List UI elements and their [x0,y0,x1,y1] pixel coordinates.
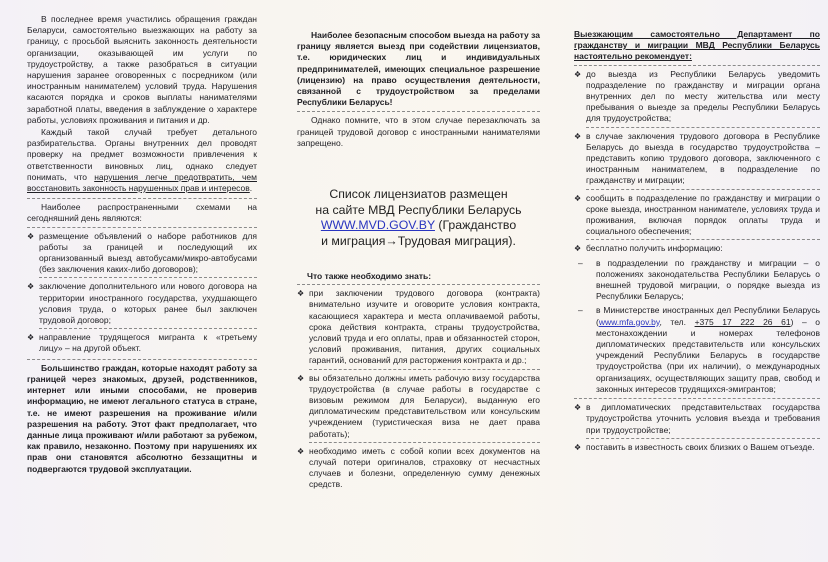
bullet-diamond-icon: ❖ [27,231,35,241]
column-right [544,0,828,562]
recommendations-list [574,69,820,255]
need-to-know-heading: Что также необходимо знать: [307,271,432,282]
divider [586,127,820,128]
bullet-diamond-icon: ❖ [574,131,582,141]
investigation-period: . [249,183,253,194]
divider [39,277,257,278]
list-item: ❖ заключение дополнительного или нового договора на территории иностранного государства, ухудшающего условия труда, о которых ранее был заключен трудовой договор; [27,281,257,329]
schemes-intro: Наиболее распространенными схемами на сегодняшний день являются: [27,202,257,224]
bullet-diamond-icon: ❖ [297,446,305,456]
bullet-diamond-icon: ❖ [297,289,305,299]
list-item: ❖ вы обязательно должны иметь рабочую визу государства трудоустройства (в случае работы в государстве с визовым режимом для Беларуси), выданную его дипломатическим представительством или консульским учреждением (туристическая виза не дает права работать); [297,373,540,443]
safe-method-paragraph: Наиболее безопасным способом выезда на работу за границу является выезд при содействии лицензиатов, т.е. юридических лиц и индивидуальных предпринимателей, имеющих специальное разрешение (лицензию) на право осуществления деятельности, связанной с трудоустройством за пределами Республики Беларусь! [297,30,540,108]
investigation-paragraph [27,127,257,194]
divider [309,442,540,443]
dash-icon: – [578,305,583,316]
list-item: ❖ до выезда из Республики Беларусь уведомить подразделение по гражданству и миграции органа внутренних дел по месту жительства или месту пребывания о выезде за пределы Республики Беларусь для трудоустройства; [574,69,820,128]
mfa-phone-number[interactable]: +375 17 222 26 61 [694,316,791,327]
column-left [0,0,271,562]
prohibition-paragraph: Однако помните, что в этом случае перезаключать за границей трудовой договор с иностранными нанимателями запрещено. [297,115,540,148]
bullet-diamond-icon: ❖ [574,193,582,203]
recommendations-list-continued [574,402,820,453]
bullet-diamond-icon: ❖ [574,442,582,452]
divider [297,284,540,285]
list-item: ❖ поставить в известность своих близких о Вашем отъезде. [574,441,815,452]
list-item: ❖ направление трудящегося мигранта к «третьему лицу» – на другой объект. [27,332,257,354]
divider [586,239,820,240]
divider [27,359,257,360]
divider [297,111,540,112]
warning-paragraph: Большинство граждан, которые находят работу за границей через знакомых, друзей, родственников, интернет или иными способами, не проверив информацию, не имеют легального статуса в стране, т.е. не имеют разрешения на проживание и/или разрешения на работу. Этот факт предполагает, что данные лица проживают и/или работают за рубежом, как правило, незаконно. Поэтому при нарушениях их прав они становятся абсолютно беззащитны и подвергаются трудовой эксплуатации. [27,362,257,474]
list-item: ❖ при заключении трудового договора (контракта) внимательно изучите и оговорите условия контракта, касающиеся характера и места оплачиваемой работы, срока действия контракта, страны трудоустройства, условий труда и его оплаты, прав и обязанностей сторон, условий проживания, питания, других социальных гарантий, оснований для расторжения контракта и др.; [297,288,540,369]
bullet-diamond-icon: ❖ [27,333,35,343]
divider [309,369,540,370]
list-item: ❖ в дипломатических представительствах государства трудоустройства уточнить условия въезда и требования при трудоустройстве; [574,402,820,439]
divider [574,65,820,66]
divider [586,438,820,439]
list-item: ❖ сообщить в подразделение по гражданству и миграции о сроке выезда, иностранном нанимателе, условиях труда и проживания, включая порядок оплаты труда и социального обеспечения; [574,193,820,241]
divider [574,398,820,399]
list-item: ❖ в случае заключения трудового договора в Республике Беларусь до выезда в государство трудоустройства – представить копию трудового договора, заключенного с иностранным нанимателем, в подразделение по гражданству и миграции; [574,131,820,190]
list-item: ❖ необходимо иметь с собой копии всех документов на случай потери оригиналов, страховку от несчастных случаев и болезни, определенную сумму денежных средств. [297,445,540,490]
info-source-mfa: – в Министерстве иностранных дел Республики Беларусь (www.mfa.gov.by, тел. +375 17 222 26 61) – о местонахождении и номерах телефонов дипломатических представительств или консульских учреждений Республики Беларусь в государстве трудоустройства (при их наличии), о международных организациях, осуществляющих защиту прав, свобод и законных интересов трудящихся-эмигрантов; [578,305,821,394]
bullet-diamond-icon: ❖ [574,244,582,254]
need-to-know-list [297,288,540,490]
prevention-underlined-text: нарушения легче предотвратить, чем восстановить законность нарушенных прав и интересов [27,171,257,194]
divider [27,227,257,228]
divider [27,198,257,199]
licensee-list-notice: Список лицензиатов размещен на сайте МВД Республики Беларусь WWW.MVD.GOV.BY (Гражданство и миграция→Трудовая миграция). [315,187,522,248]
list-item: ❖ размещение объявлений о наборе работников для работы за границей и последующий их организованный выезд автобусами/микро-автобусами (без заключения каких-либо договоров); [27,231,257,279]
list-item: ❖ бесплатно получить информацию: [574,243,723,254]
divider [586,189,820,190]
info-source-migration: – в подразделении по гражданству и миграции – о положениях законодательства Республики Беларусь о внешней трудовой миграции, о порядке выезда из Республики Беларусь; [578,257,820,302]
mvd-website-link[interactable]: WWW.MVD.GOV.BY [320,218,435,233]
bullet-diamond-icon: ❖ [27,282,35,292]
bullet-diamond-icon: ❖ [574,69,582,79]
bullet-diamond-icon: ❖ [297,373,305,383]
bullet-diamond-icon: ❖ [574,403,582,413]
intro-paragraph: В последнее время участились обращения граждан Беларуси, самостоятельно выезжающих на работу за границу, с просьбой выяснить законность деятельности организации, оказывающей им услуги по трудоустройству, а также разобраться в ситуации нарушения заранее оговоренных с посредником (или иностранным нанимателем) условий труда. Нарушения касаются порядка и сроков выплаты нанимателями заработной платы, введения в заблуждение о характере работы, условиях проживания и питания и др. [27,14,257,125]
column-middle [271,0,544,562]
dash-icon: – [578,257,583,268]
divider [39,328,257,329]
recommendations-heading: Выезжающим самостоятельно Департамент по гражданству и миграции МВД Республики Беларусь настоятельно рекомендует: [574,29,820,62]
investigation-text: Каждый такой случай требует детального разбирательства. Органы внутренних дел проводят проверку на предмет возможности привлечения к ответственности виновных лиц, однако следует понимать, что [27,127,257,182]
mfa-website-link[interactable]: www.mfa.gov.by [598,316,660,327]
schemes-list [27,231,257,355]
